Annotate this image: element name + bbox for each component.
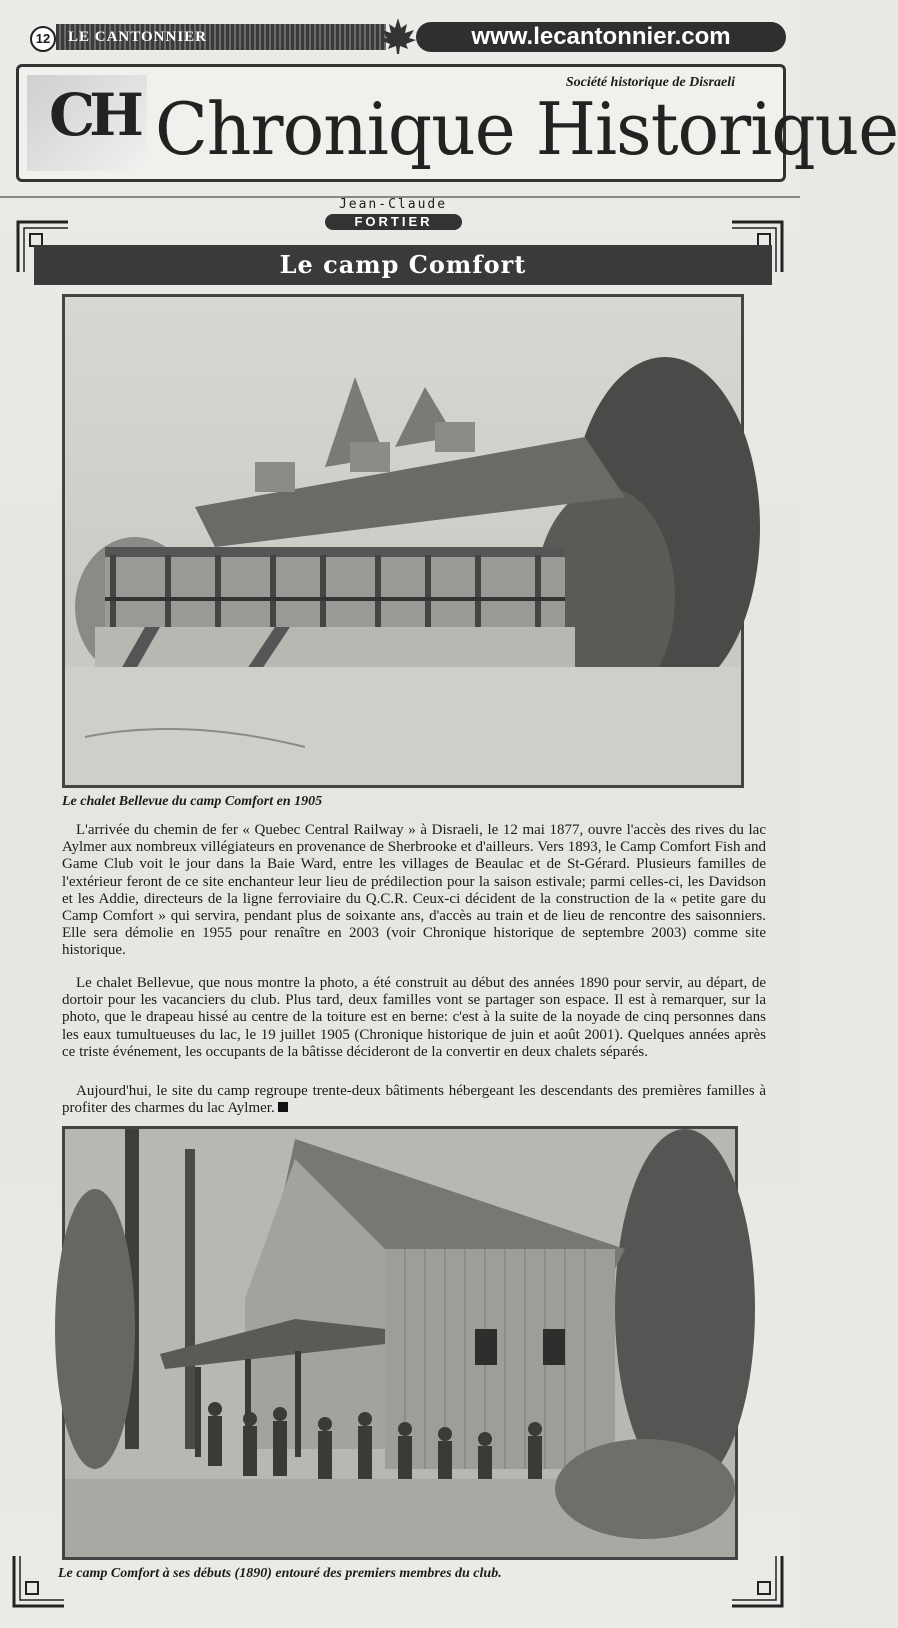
website-url[interactable]: www.lecantonnier.com: [416, 22, 786, 52]
masthead: [16, 64, 898, 182]
section-title: Chronique Historique: [155, 87, 898, 171]
photo2-caption: Le camp Comfort à ses débuts (1890) entouré des premiers membres du club.: [58, 1566, 502, 1581]
photo-chalet-bellevue: [62, 294, 744, 788]
paragraph-1-text: L'arrivée du chemin de fer « Quebec Central Railway » à Disraeli, le 12 mai 1877, ouvre l'accès des rives du lac Aylmer aux nombreux villégiateurs en provenance de Sherbrooke et d'ailleurs. Vers 1893, le Camp Comfort Fish and Game Club voit le jour dans la Baie Ward, entre les villages de Beaulac et de St-Gérard. Plusieurs familles de l'extérieur feront de ce site enchanteur leur lieu de prédilection pour la saison estivale; parmi celles-ci, les Davidson et les Addie, directeurs de la ligne ferroviaire du Q.C.R. Ceux-ci décident de la construction de la « petite gare du Camp Comfort » qui servira, pendant plus de soixante ans, d'accès au train et de lieu de rencontre des saisonniers. Elle sera démolie en 1955 pour renaître en 2003 (voir Chronique historique de septembre 2003) comme site historique.: [62, 822, 766, 959]
photo-camp-comfort: [62, 1126, 738, 1560]
logo: [27, 75, 147, 171]
publication-name: LE CANTONNIER: [56, 24, 386, 50]
header-strip: [16, 22, 786, 52]
camp-illustration: [65, 1129, 735, 1557]
photo1-caption: Le chalet Bellevue du camp Comfort en 1905: [62, 794, 323, 809]
paragraph-2-text: Le chalet Bellevue, que nous montre la photo, a été construit au début des années 1890 pour servir, au départ, de dortoir pour les vacanciers du club. Plus tard, deux familles vont se partager son espace. Il est à remarquer, sur la photo, que le drapeau hissé au centre de la toiture est en berne: c'est à la suite de la noyade de cinq personnes dans les eaux tumultueuses du lac, le 19 juillet 1905 (Chronique historique de juin et août 2001). Quelques années après ce triste événement, les occupants de la bâtisse décideront de la convertir en deux chalets séparés.: [62, 975, 766, 1060]
chalet-illustration: [65, 297, 741, 785]
paragraph-3: [62, 1083, 766, 1117]
end-mark: [278, 1102, 288, 1112]
paragraph-2: [62, 975, 766, 1061]
paragraph-3-text: Aujourd'hui, le site du camp regroupe trente-deux bâtiments hébergeant les descendants des premières familles à profiter des charmes du lac Aylmer.: [62, 1083, 766, 1117]
maple-leaf-icon: [374, 16, 422, 56]
logo-letters: CH: [49, 81, 138, 149]
paragraph-1: [62, 822, 766, 960]
article-title: Le camp Comfort: [34, 245, 772, 285]
corner-ornament-icon: [728, 1552, 786, 1610]
author-first-name: Jean-Claude: [338, 197, 448, 212]
author-last-name: FORTIER: [325, 214, 462, 230]
society-name: Société historique de Disraeli: [565, 75, 735, 90]
page-number: 12: [30, 26, 56, 52]
